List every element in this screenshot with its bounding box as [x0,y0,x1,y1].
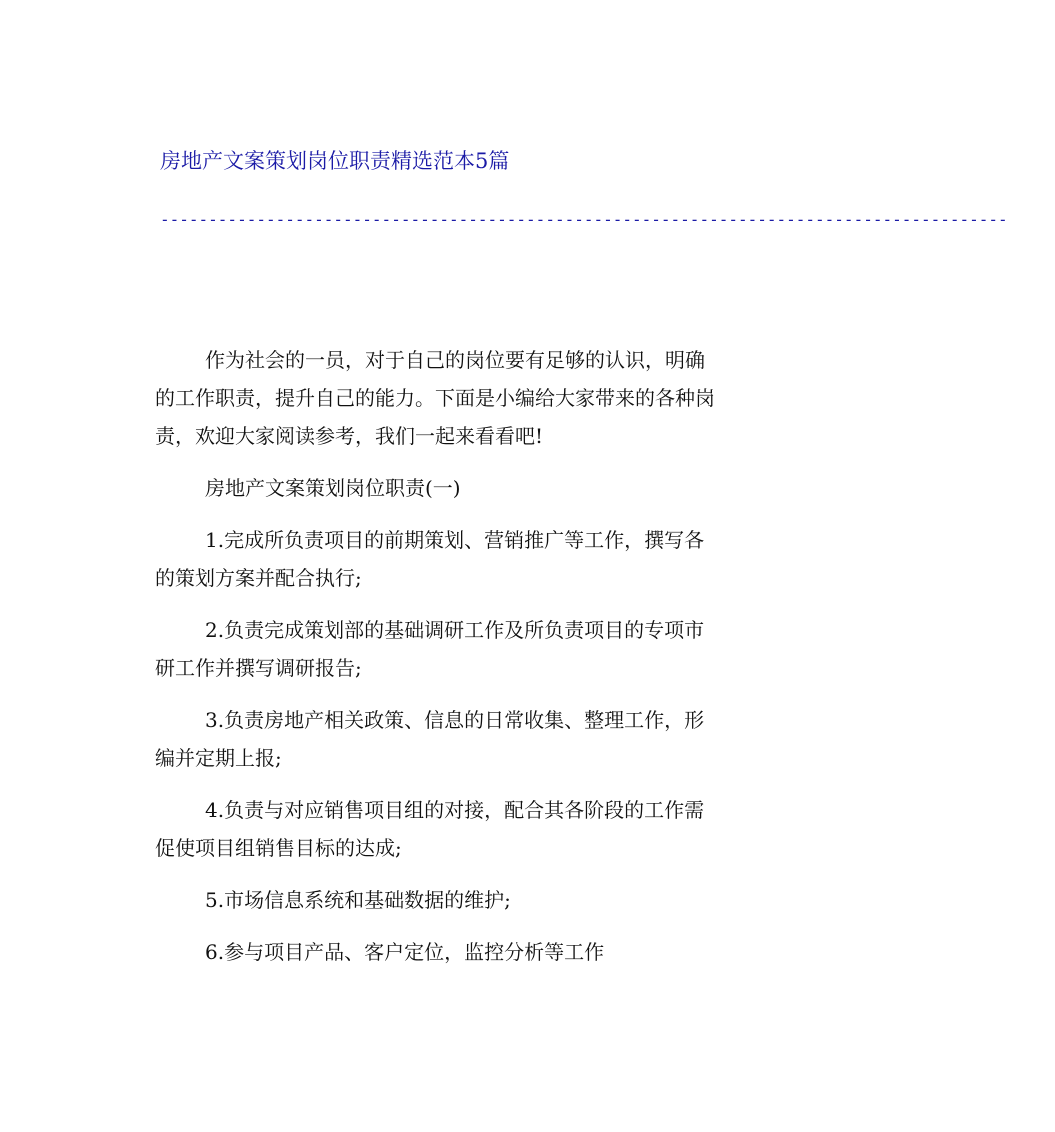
duty-item-6: 6.参与项目产品、客户定位，监控分析等工作 [205,940,605,964]
duty-item-2: 2.负责完成策划部的基础调研工作及所负责项目的专项市 研工作并撰写调研报告; [155,618,705,680]
duty-item-1: 1.完成所负责项目的前期策划、营销推广等工作，撰写各 的策划方案并配合执行; [155,528,705,590]
paragraph-intro: 作为社会的一员，对于自己的岗位要有足够的认识，明确 的工作职责，提升自己的能力。下面是小编给大家带来的各种岗 责，欢迎大家阅读参考，我们一起来看看吧! [155,348,715,448]
document-body [155,341,800,971]
section-heading: 房地产文案策划岗位职责(一) [205,476,461,500]
duty-item-4: 4.负责与对应销售项目组的对接，配合其各阶段的工作需 促使项目组销售目标的达成; [155,798,705,860]
title-divider: ---------------------------------------------------------------------------------------- [160,210,1008,229]
duty-item-3: 3.负责房地产相关政策、信息的日常收集、整理工作，形 编并定期上报; [155,708,705,770]
document-title: 房地产文案策划岗位职责精选范本5篇 [160,149,510,173]
duty-item-5: 5.市场信息系统和基础数据的维护; [205,888,511,912]
